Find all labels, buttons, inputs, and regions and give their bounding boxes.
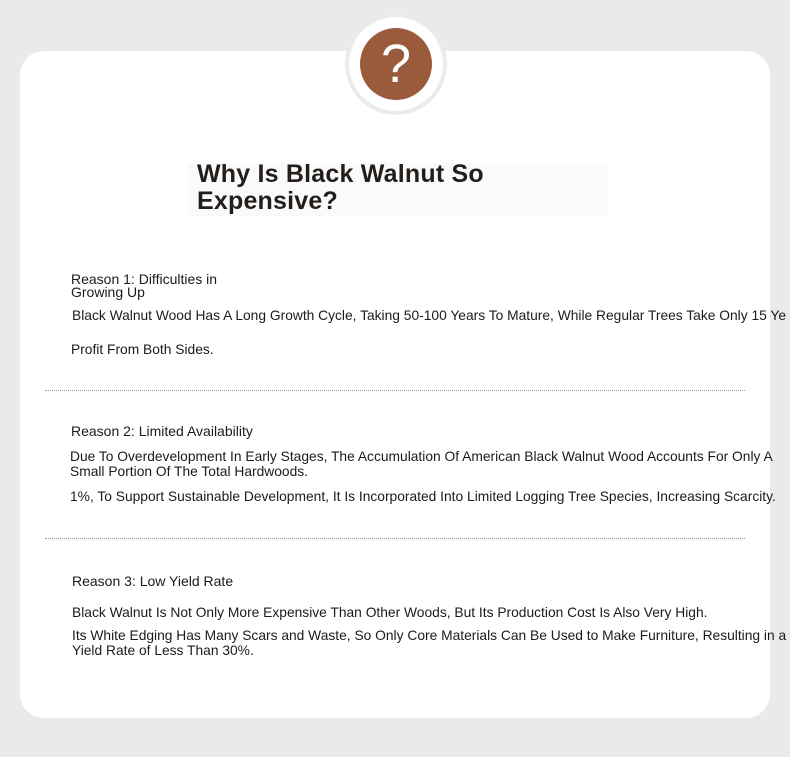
section-2-paragraph-2: 1%, To Support Sustainable Development, It Is Incorporated Into Limited Logging Tree Species, Increasing Scarcity. xyxy=(70,489,776,504)
section-3-heading: Reason 3: Low Yield Rate xyxy=(72,573,234,589)
section-2-paragraph-1: Due To Overdevelopment In Early Stages, The Accumulation Of American Black Walnut Wood Accounts For Only A Small Portion Of The Total Hardwoods. xyxy=(70,449,772,479)
question-badge xyxy=(349,17,443,111)
section-1-paragraph-1: Black Walnut Wood Has A Long Growth Cycle, Taking 50-100 Years To Mature, While Regular Trees Take Only 15 Ye xyxy=(72,308,786,323)
question-mark-icon: ? xyxy=(360,28,432,100)
section-1-paragraph-2: Profit From Both Sides. xyxy=(71,342,214,357)
section-3-paragraph-2: Its White Edging Has Many Scars and Waste, So Only Core Materials Can Be Used to Make Furniture, Resulting in a Yield Rate of Less Than 30%. xyxy=(72,628,787,658)
page-title: Why Is Black Walnut So Expensive? xyxy=(197,160,484,215)
section-divider xyxy=(45,390,745,391)
section-1-heading: Reason 1: Difficulties in Growing Up xyxy=(71,271,218,300)
section-divider xyxy=(45,538,745,539)
section-2-heading: Reason 2: Limited Availability xyxy=(71,423,253,439)
section-3-paragraph-1: Black Walnut Is Not Only More Expensive Than Other Woods, But Its Production Cost Is Also Very High. xyxy=(72,605,708,620)
